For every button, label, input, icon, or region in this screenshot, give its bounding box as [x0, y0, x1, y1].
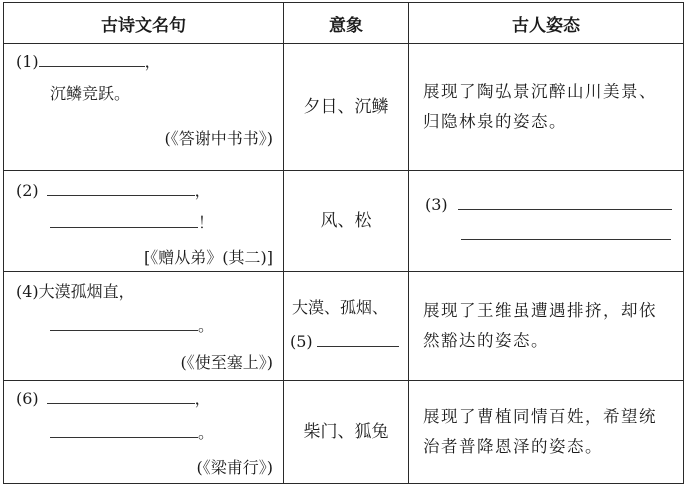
answer-blank[interactable] [50, 316, 198, 331]
blank-number: (1) [16, 52, 39, 71]
imagery-line-1: 大漠、孤烟、 [292, 298, 389, 317]
line-2: 沉鳞竞跃。 [50, 84, 131, 103]
line-2 [50, 213, 214, 233]
fill-in-table-sheet [3, 2, 680, 482]
line-1 [16, 389, 211, 409]
source-title: (《答谢中书书》) [164, 129, 273, 148]
line-1 [425, 195, 672, 215]
header-imagery: 意象 [284, 3, 409, 44]
answer-blank[interactable] [50, 423, 198, 438]
blank-number: (5) [290, 332, 313, 351]
punctuation: ！ [198, 213, 215, 232]
answer-blank[interactable] [50, 213, 198, 228]
imagery-cell: 风、松 [284, 171, 409, 272]
source-title: (《使至塞上》) [180, 353, 273, 372]
punctuation: 。 [198, 316, 215, 335]
lines-cell [4, 171, 284, 272]
posture-text: 展现了曹植同情百姓，希望统治者普降恩泽的姿态。 [423, 407, 657, 456]
blank-number: (6) [16, 389, 39, 408]
answer-blank[interactable] [317, 332, 399, 347]
header-ancient-posture: 古人姿态 [409, 3, 684, 44]
blank-number: (3) [425, 195, 448, 214]
line-2 [50, 423, 214, 443]
punctuation: 。 [198, 423, 215, 442]
imagery-cell: 夕日、沉鳞 [284, 44, 409, 171]
punctuation: ， [194, 389, 211, 408]
posture-cell [409, 44, 684, 171]
table-row [4, 171, 684, 272]
source-title: [《赠从弟》(其二)] [144, 248, 273, 267]
source-title: (《梁甫行》) [196, 458, 273, 477]
table-row [4, 44, 684, 171]
answer-blank[interactable] [458, 195, 672, 210]
table-row [4, 272, 684, 381]
posture-cell [409, 272, 684, 381]
posture-cell [409, 171, 684, 272]
answer-blank[interactable] [461, 225, 671, 240]
table-row [4, 381, 684, 484]
line-1 [16, 52, 161, 72]
answer-blank[interactable] [47, 389, 195, 404]
posture-cell [409, 381, 684, 484]
blank-number: (2) [16, 181, 39, 200]
poetry-table [3, 2, 684, 484]
answer-blank[interactable] [39, 52, 145, 67]
punctuation: ， [144, 52, 161, 71]
imagery-cell: 柴门、狐兔 [284, 381, 409, 484]
posture-text: 展现了陶弘景沉醉山川美景、归隐林泉的姿态。 [423, 82, 657, 131]
posture-text: 展现了王维虽遭遇排挤，却依然豁达的姿态。 [423, 301, 657, 350]
line-1 [16, 181, 211, 201]
line-2 [461, 225, 671, 245]
header-famous-lines: 古诗文名句 [4, 3, 284, 44]
lines-cell [4, 44, 284, 171]
table-header-row [4, 3, 684, 44]
answer-blank[interactable] [47, 181, 195, 196]
imagery-line-2 [290, 332, 399, 352]
imagery-cell [284, 272, 409, 381]
line-2 [50, 316, 214, 336]
line-1: (4)大漠孤烟直， [16, 282, 135, 301]
punctuation: ， [194, 181, 211, 200]
lines-cell [4, 381, 284, 484]
lines-cell [4, 272, 284, 381]
